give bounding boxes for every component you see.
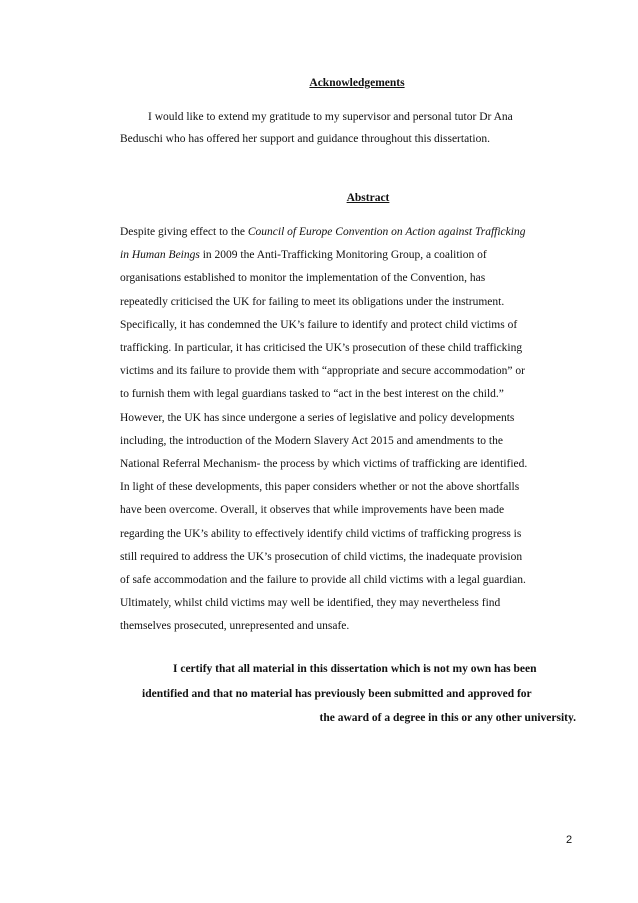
acknowledgements-line: I would like to extend my gratitude to my supervisor and personal tutor Dr Ana [148, 111, 513, 123]
abstract-line: victims and its failure to provide them with “appropriate and secure accommodation” or [120, 365, 525, 378]
abstract-line: still required to address the UK’s prosecution of child victims, the inadequate provision [120, 550, 523, 563]
abstract-heading: Abstract [346, 192, 390, 204]
page-number: 2 [566, 834, 573, 846]
abstract-line: National Referral Mechanism- the process by which victims of trafficking are identified. [120, 458, 528, 471]
certification-line: I certify that all material in this dissertation which is not my own has been [173, 663, 537, 675]
abstract-line: trafficking. In particular, it has criticised the UK’s prosecution of these child trafficking [120, 342, 523, 355]
abstract-line: Ultimately, whilst child victims may well be identified, they may nevertheless find [120, 597, 501, 610]
acknowledgements-paragraph [120, 106, 580, 150]
abstract-line: themselves prosecuted, unrepresented and unsafe. [120, 620, 350, 633]
abstract-line: In light of these developments, this paper considers whether or not the above shortfalls [120, 481, 520, 494]
abstract-paragraph [120, 221, 580, 639]
abstract-line: repeatedly criticised the UK for failing to meet its obligations under the instrument. [120, 295, 505, 308]
abstract-line: Specifically, it has condemned the UK’s failure to identify and protect child victims of [120, 318, 518, 331]
abstract-line: including, the introduction of the Modern Slavery Act 2015 and amendments to the [120, 434, 503, 447]
abstract-line [120, 221, 580, 244]
abstract-line: organisations established to monitor the implementation of the Convention, has [120, 272, 486, 285]
abstract-text: Despite giving effect to the [120, 226, 248, 238]
convention-title: in Human Beings [120, 249, 200, 262]
abstract-line: have been overcome. Overall, it observes that while improvements have been made [120, 504, 505, 517]
acknowledgements-heading: Acknowledgements [309, 77, 405, 89]
certification-line: the award of a degree in this or any other university. [319, 712, 576, 724]
certification-line: identified and that no material has previously been submitted and approved for [142, 687, 532, 700]
abstract-line [120, 244, 580, 267]
convention-title: Council of Europe Convention on Action against Trafficking [247, 226, 526, 238]
abstract-text: in 2009 the Anti-Trafficking Monitoring Group, a coalition of [199, 249, 487, 262]
acknowledgements-line: Beduschi who has offered her support and guidance throughout this dissertation. [120, 133, 490, 145]
abstract-line: to furnish them with legal guardians tasked to “act in the best interest on the child.” [120, 388, 504, 401]
certification-statement [120, 657, 576, 731]
abstract-line: However, the UK has since undergone a series of legislative and policy developments [120, 411, 515, 424]
abstract-line: regarding the UK’s ability to effectively identify child victims of trafficking progress is [120, 527, 522, 540]
abstract-line: of safe accommodation and the failure to provide all child victims with a legal guardian. [120, 574, 526, 587]
